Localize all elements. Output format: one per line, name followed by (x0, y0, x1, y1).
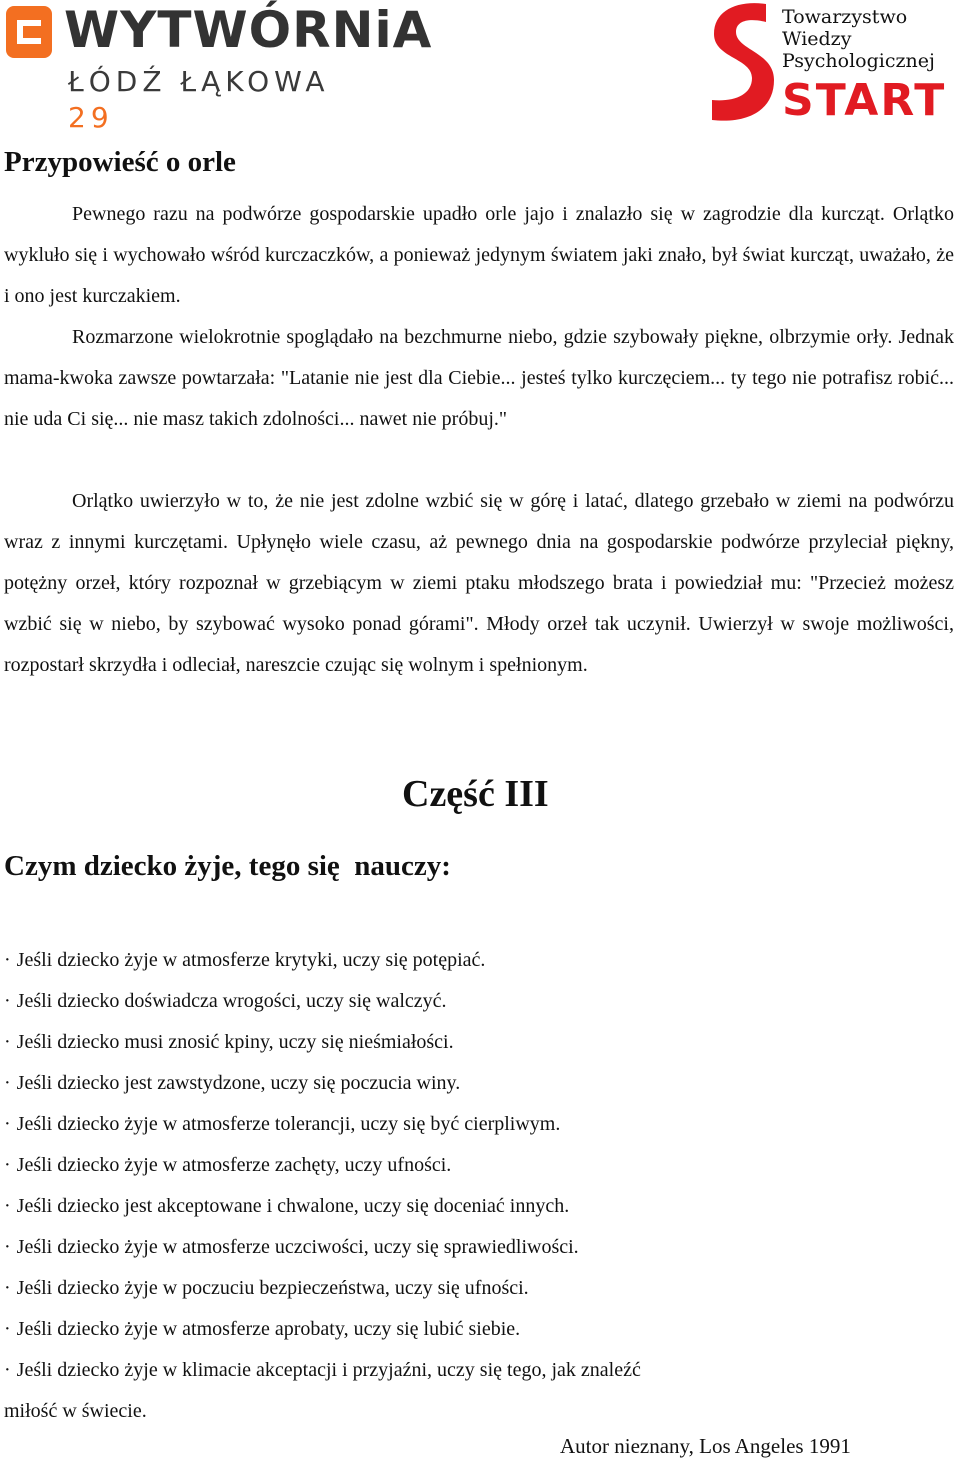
list-item-text: Jeśli dziecko żyje w poczuciu bezpieczeństwa, uczy się ufności. (16, 1277, 529, 1299)
wytwornia-mark-icon (6, 6, 52, 58)
article-paragraph-1: Pewnego razu na podwórze gospodarskie upadło orle jajo i znalazło się w zagrodzie dla kurcząt. Orlątko wykluło się i wychowało wśród kurczaczków, a ponieważ jedynym światem jaki znało, był świat kurcząt, uważało, że i ono jest kurczakiem. (4, 203, 954, 307)
wytwornia-logo (4, 1, 433, 134)
list-item-text: Jeśli dziecko doświadcza wrogości, uczy się walczyć. (16, 990, 447, 1012)
bullet: · (4, 1236, 11, 1258)
bullet: · (4, 990, 11, 1012)
address-number: 29 (68, 101, 114, 134)
list-item (4, 1063, 944, 1104)
start-wordmark: START (782, 75, 947, 126)
bullet: · (4, 1113, 11, 1135)
list-item-text: Jeśli dziecko żyje w klimacie akceptacji i przyjaźni, uczy się tego, jak znaleźć miłość w świecie. (4, 1359, 641, 1422)
list-item (4, 1104, 944, 1145)
wytwornia-address (68, 64, 344, 136)
list-item-text: Jeśli dziecko musi znosić kpiny, uczy się nieśmiałości. (16, 1031, 454, 1053)
address-text: ŁÓDŹ ŁĄKOWA (68, 65, 330, 98)
list-item (4, 1268, 944, 1309)
list-item (4, 1145, 944, 1186)
start-s-mark-icon (708, 0, 778, 122)
list-item (4, 1186, 944, 1227)
part-title: Część III (402, 773, 549, 815)
article-paragraph-3: Orlątko uwierzyło w to, że nie jest zdolne wzbić się w górę i latać, dlatego grzebało w ziemi na podwórzu wraz z innymi kurczętami. Upłynęło wiele czasu, aż pewnego dnia na gospodarskie podwórze przyleciał piękny, potężny orzeł, który rozpoznał w grzebiącym w ziemi ptaku młodszego brata i powiedział mu: "Przecież możesz wzbić się w niebo, by szybować wysoko ponad górami". Młody orzeł tak uczynił. Uwierzył w swoje możliwości, rozpostarł skrzydła i odleciał, nareszcie czując się wolnym i spełnionym. (4, 490, 954, 676)
list-item (4, 1022, 944, 1063)
list-item (4, 940, 944, 981)
list-item (4, 1309, 944, 1350)
start-logo (708, 0, 958, 125)
list-item (4, 1350, 694, 1432)
list-item-text: Jeśli dziecko żyje w atmosferze uczciwości, uczy się sprawiedliwości. (16, 1236, 579, 1258)
bullet: · (4, 1277, 11, 1299)
bullet: · (4, 1031, 11, 1053)
list-item-text: Jeśli dziecko jest zawstydzone, uczy się poczucia winy. (16, 1072, 461, 1094)
org-line-1: Towarzystwo (782, 6, 908, 28)
list-item-text: Jeśli dziecko jest akceptowane i chwalone, uczy się doceniać innych. (16, 1195, 570, 1217)
wytwornia-brand: WYTWÓRNiA (64, 1, 433, 59)
list-item (4, 1227, 944, 1268)
org-line-2: Wiedzy (782, 28, 852, 50)
list-item-text: Jeśli dziecko żyje w atmosferze tolerancji, uczy się być cierpliwym. (16, 1113, 561, 1135)
article-title: Przypowieść o orle (4, 146, 236, 178)
bullet: · (4, 1359, 11, 1381)
lessons-list (4, 940, 944, 1432)
list-item-text: Jeśli dziecko żyje w atmosferze zachęty, uczy ufności. (16, 1154, 452, 1176)
bullet: · (4, 1195, 11, 1217)
list-item-text: Jeśli dziecko żyje w atmosferze aprobaty, uczy się lubić siebie. (16, 1318, 521, 1340)
bullet: · (4, 1072, 11, 1094)
article-paragraph-2: Rozmarzone wielokrotnie spoglądało na bezchmurne niebo, gdzie szybowały piękne, olbrzymie orły. Jednak mama-kwoka zawsze powtarzała: "Latanie nie jest dla Ciebie... jesteś tylko kurczęciem... ty tego nie potrafisz robić... nie uda Ci się... nie masz takich zdolności... nawet nie próbuj." (4, 326, 954, 430)
bullet: · (4, 1318, 11, 1340)
author-credit: Autor nieznany, Los Angeles 1991 (560, 1434, 851, 1458)
org-line-3: Psychologicznej (782, 50, 935, 72)
list-item-text: Jeśli dziecko żyje w atmosferze krytyki, uczy się potępiać. (16, 949, 486, 971)
bullet: · (4, 1154, 11, 1176)
start-org-name (782, 6, 935, 72)
list-item (4, 981, 944, 1022)
bullet: · (4, 949, 11, 971)
part-subtitle: Czym dziecko żyje, tego się nauczy: (4, 850, 451, 882)
